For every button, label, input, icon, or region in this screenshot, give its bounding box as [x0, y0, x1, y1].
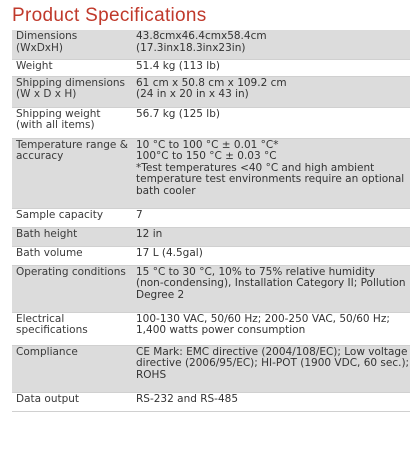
spec-label: Bath height: [12, 227, 132, 246]
spec-row-shipping-dimensions: [12, 76, 410, 107]
spec-row-data-output: [12, 392, 410, 411]
spec-label: Sample capacity: [12, 208, 132, 227]
spec-label: Operating conditions: [12, 265, 132, 312]
spec-label: Shipping dimensions (W x D x H): [12, 76, 132, 107]
spec-value: 100-130 VAC, 50/60 Hz; 200-250 VAC, 50/60 Hz; 1,400 watts power consumption: [132, 312, 410, 345]
specifications-table: [12, 30, 410, 412]
spec-label: Compliance: [12, 345, 132, 392]
spec-row-operating-conditions: [12, 265, 410, 312]
spec-value: 7: [132, 208, 410, 227]
spec-label: Temperature range & accuracy: [12, 138, 132, 208]
spec-label: Weight: [12, 59, 132, 76]
spec-value: 61 cm x 50.8 cm x 109.2 cm (24 in x 20 in x 43 in): [132, 76, 410, 107]
page-title: Product Specifications: [12, 5, 207, 26]
spec-value: 17 L (4.5gal): [132, 246, 410, 265]
spec-value: 51.4 kg (113 lb): [132, 59, 410, 76]
spec-row-bath-height: [12, 227, 410, 246]
spec-value: 56.7 kg (125 lb): [132, 107, 410, 138]
spec-value: 15 °C to 30 °C, 10% to 75% relative humidity (non-condensing), Installation Category II; Pollution Degree 2: [132, 265, 410, 312]
spec-label: Dimensions (WxDxH): [12, 30, 132, 59]
spec-row-shipping-weight: [12, 107, 410, 138]
spec-value: 12 in: [132, 227, 410, 246]
spec-row-sample-capacity: [12, 208, 410, 227]
spec-value: CE Mark: EMC directive (2004/108/EC); Low voltage directive (2006/95/EC); HI-POT (1900 VDC, 60 sec.); ROHS: [132, 345, 410, 392]
spec-row-compliance: [12, 345, 410, 392]
spec-row-weight: [12, 59, 410, 76]
spec-label: Shipping weight (with all items): [12, 107, 132, 138]
spec-value: 10 °C to 100 °C ± 0.01 °C* 100°C to 150 °C ± 0.03 °C *Test temperatures <40 °C and high ambient temperature test environments require an optional bath cooler: [132, 138, 410, 208]
spec-value: 43.8cmx46.4cmx58.4cm (17.3inx18.3inx23in): [132, 30, 410, 59]
spec-label: Bath volume: [12, 246, 132, 265]
spec-label: Electrical specifications: [12, 312, 132, 345]
spec-row-temperature: [12, 138, 410, 208]
spec-row-dimensions: [12, 30, 410, 59]
spec-value: RS-232 and RS-485: [132, 392, 410, 411]
spec-row-bath-volume: [12, 246, 410, 265]
spec-label: Data output: [12, 392, 132, 411]
spec-row-electrical: [12, 312, 410, 345]
